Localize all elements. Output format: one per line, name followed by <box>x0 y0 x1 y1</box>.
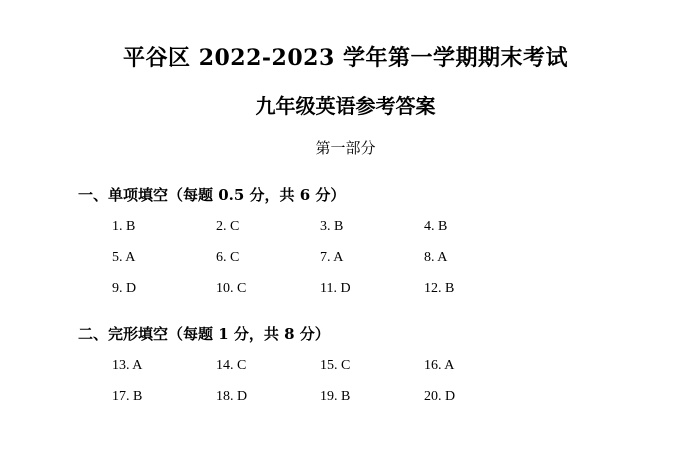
section-heading-2: 二、完形填空（每题 1 分，共 8 分） <box>78 325 330 344</box>
answer-item <box>320 219 424 235</box>
answer-item <box>424 389 528 405</box>
answer-row <box>112 219 621 235</box>
answer-item <box>112 389 216 405</box>
answer-number: 14. <box>216 358 234 374</box>
answer-number: 16. <box>424 358 442 374</box>
answer-item <box>216 389 320 405</box>
answer-value: C <box>237 358 247 374</box>
answer-item <box>112 250 216 266</box>
answer-item <box>112 281 216 297</box>
answer-number: 10. <box>216 281 234 297</box>
answer-number: 3. <box>320 219 331 235</box>
answer-number: 5. <box>112 250 123 266</box>
answer-item <box>320 281 424 297</box>
answer-value: B <box>334 219 344 235</box>
answer-value: A <box>444 358 455 374</box>
answer-value: C <box>237 281 247 297</box>
answer-number: 1. <box>112 219 123 235</box>
answer-row <box>112 250 621 266</box>
answer-number: 7. <box>320 250 331 266</box>
part-label: 第一部分 <box>315 138 376 157</box>
answer-number: 6. <box>216 250 227 266</box>
answer-number: 18. <box>216 389 234 405</box>
answer-value: D <box>340 281 351 297</box>
answer-item <box>424 219 528 235</box>
answer-value: A <box>437 250 448 266</box>
answer-item <box>112 358 216 374</box>
answer-value: B <box>445 281 455 297</box>
answer-number: 12. <box>424 281 442 297</box>
answer-item <box>216 250 320 266</box>
section-heading-1: 一、单项填空（每题 0.5 分，共 6 分） <box>78 186 346 205</box>
answer-value: A <box>333 250 344 266</box>
answer-number: 9. <box>112 281 123 297</box>
answer-grid-1 <box>70 219 621 297</box>
answer-item <box>320 250 424 266</box>
answer-row <box>112 281 621 297</box>
answer-value: C <box>341 358 351 374</box>
answer-item <box>320 358 424 374</box>
answer-number: 4. <box>424 219 435 235</box>
answer-item <box>424 358 528 374</box>
answer-item <box>320 389 424 405</box>
answer-number: 19. <box>320 389 338 405</box>
answer-value: C <box>230 219 240 235</box>
answer-row <box>112 389 621 405</box>
answer-row <box>112 358 621 374</box>
answer-value: C <box>230 250 240 266</box>
answer-value: D <box>237 389 248 405</box>
answer-item <box>424 281 528 297</box>
answer-value: B <box>438 219 448 235</box>
answer-value: B <box>126 219 136 235</box>
answer-value: D <box>126 281 137 297</box>
answer-item <box>112 219 216 235</box>
answer-grid-2 <box>70 358 621 405</box>
answer-number: 15. <box>320 358 338 374</box>
answer-value: B <box>341 389 351 405</box>
answer-value: A <box>132 358 143 374</box>
answer-value: A <box>125 250 136 266</box>
answer-value: B <box>133 389 143 405</box>
page-title: 平谷区 2022-2023 学年第一学期期末考试 <box>123 45 568 71</box>
page-subtitle: 九年级英语参考答案 <box>255 93 436 118</box>
answer-number: 20. <box>424 389 442 405</box>
answer-item <box>424 250 528 266</box>
answer-item <box>216 358 320 374</box>
answer-number: 17. <box>112 389 130 405</box>
document-page <box>0 44 691 464</box>
answer-item <box>216 219 320 235</box>
answer-number: 8. <box>424 250 435 266</box>
answer-item <box>216 281 320 297</box>
answer-number: 13. <box>112 358 130 374</box>
answer-value: D <box>445 389 456 405</box>
answer-number: 11. <box>320 281 337 297</box>
answer-number: 2. <box>216 219 227 235</box>
